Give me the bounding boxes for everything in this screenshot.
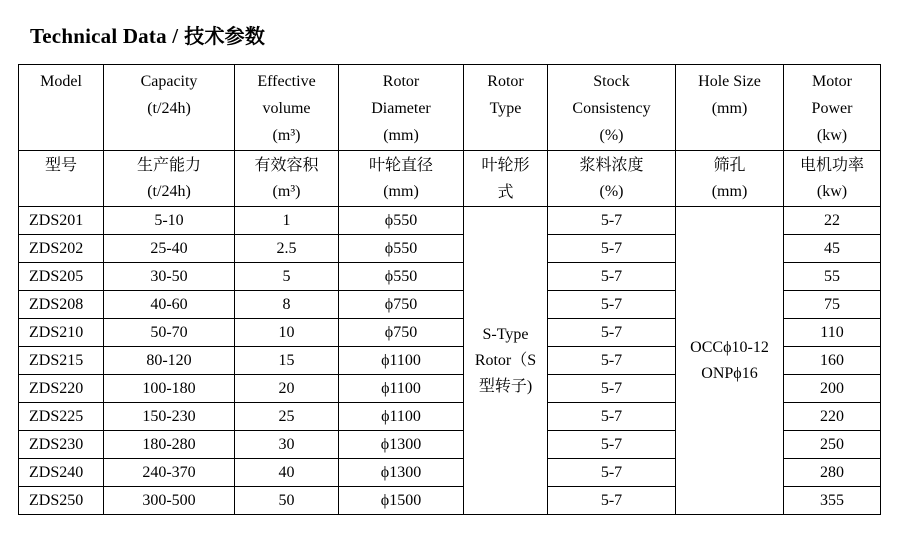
cell-diameter: ϕ1100 — [339, 403, 464, 431]
cell-consistency: 5-7 — [548, 347, 676, 375]
cell-power: 110 — [784, 319, 881, 347]
cell-rotor-type-line-0: S-Type — [482, 325, 529, 343]
cell-model: ZDS210 — [19, 319, 104, 347]
cell-power: 160 — [784, 347, 881, 375]
cell-volume: 1 — [235, 207, 339, 235]
cell-consistency: 5-7 — [548, 487, 676, 515]
header-en-2-line-2: (m³) — [272, 127, 301, 144]
cell-model: ZDS202 — [19, 235, 104, 263]
cell-volume: 50 — [235, 487, 339, 515]
cell-diameter: ϕ1500 — [339, 487, 464, 515]
header-zh-2-line-0: 有效容积 — [254, 155, 319, 174]
table-row — [19, 207, 881, 235]
cell-volume: 25 — [235, 403, 339, 431]
header-en-4 — [464, 65, 548, 151]
cell-volume: 20 — [235, 375, 339, 403]
cell-power: 75 — [784, 291, 881, 319]
cell-consistency: 5-7 — [548, 291, 676, 319]
header-zh-7-line-0: 电机功率 — [799, 155, 864, 174]
header-en-5-line-2: (%) — [599, 127, 624, 144]
cell-diameter: ϕ750 — [339, 291, 464, 319]
cell-model: ZDS240 — [19, 459, 104, 487]
cell-model: ZDS230 — [19, 431, 104, 459]
header-en-5-line-1: Consistency — [572, 100, 651, 117]
header-en-7-line-2: (kw) — [816, 127, 848, 144]
header-zh-3 — [339, 151, 464, 207]
cell-hole-size-line-0: OCCϕ10-12 — [690, 338, 769, 356]
cell-volume: 15 — [235, 347, 339, 375]
cell-capacity: 300-500 — [104, 487, 235, 515]
cell-volume: 30 — [235, 431, 339, 459]
cell-consistency: 5-7 — [548, 403, 676, 431]
cell-power: 200 — [784, 375, 881, 403]
cell-consistency: 5-7 — [548, 375, 676, 403]
cell-volume: 8 — [235, 291, 339, 319]
cell-volume: 10 — [235, 319, 339, 347]
header-en-0-line-0: Model — [40, 73, 82, 90]
cell-consistency: 5-7 — [548, 207, 676, 235]
header-en-6-line-1: (mm) — [711, 100, 748, 117]
header-en-5-line-0: Stock — [593, 73, 630, 90]
cell-volume: 2.5 — [235, 235, 339, 263]
cell-capacity: 25-40 — [104, 235, 235, 263]
cell-diameter: ϕ1100 — [339, 375, 464, 403]
header-row-en — [19, 65, 881, 151]
header-zh-5 — [548, 151, 676, 207]
cell-consistency: 5-7 — [548, 319, 676, 347]
header-en-2 — [235, 65, 339, 151]
cell-model: ZDS250 — [19, 487, 104, 515]
cell-power: 55 — [784, 263, 881, 291]
cell-capacity: 100-180 — [104, 375, 235, 403]
header-zh-7 — [784, 151, 881, 207]
header-en-2-line-0: Effective — [257, 73, 316, 90]
cell-rotor-type-line-2: 型转子) — [478, 377, 533, 395]
header-en-6-line-0: Hole Size — [698, 73, 761, 90]
cell-rotor-type — [464, 207, 548, 515]
header-en-1-line-1: (t/24h) — [147, 100, 191, 117]
header-zh-5-line-0: 浆料浓度 — [579, 155, 644, 174]
header-en-7 — [784, 65, 881, 151]
cell-diameter: ϕ550 — [339, 263, 464, 291]
technical-data-table — [18, 64, 881, 515]
cell-capacity: 180-280 — [104, 431, 235, 459]
cell-model: ZDS208 — [19, 291, 104, 319]
cell-capacity: 150-230 — [104, 403, 235, 431]
header-en-2-line-1: volume — [262, 100, 311, 117]
header-zh-1-line-0: 生产能力 — [136, 155, 201, 174]
header-en-3 — [339, 65, 464, 151]
header-zh-0 — [19, 151, 104, 207]
header-zh-6-line-0: 筛孔 — [713, 155, 746, 174]
cell-diameter: ϕ750 — [339, 319, 464, 347]
cell-model: ZDS220 — [19, 375, 104, 403]
cell-consistency: 5-7 — [548, 263, 676, 291]
cell-hole-size-line-1: ONPϕ16 — [701, 364, 758, 382]
header-en-3-line-2: (mm) — [383, 127, 419, 144]
cell-hole-size — [676, 207, 784, 515]
cell-volume: 5 — [235, 263, 339, 291]
header-en-1-line-0: Capacity — [140, 73, 198, 90]
header-en-4-line-0: Rotor — [487, 73, 524, 90]
cell-capacity: 50-70 — [104, 319, 235, 347]
header-zh-0-line-0: 型号 — [44, 155, 77, 174]
header-zh-4 — [464, 151, 548, 207]
header-zh-2 — [235, 151, 339, 207]
header-zh-4-line-1: 式 — [497, 182, 514, 201]
cell-diameter: ϕ1300 — [339, 431, 464, 459]
cell-model: ZDS205 — [19, 263, 104, 291]
cell-power: 220 — [784, 403, 881, 431]
cell-capacity: 5-10 — [104, 207, 235, 235]
cell-model: ZDS225 — [19, 403, 104, 431]
header-zh-6 — [676, 151, 784, 207]
cell-diameter: ϕ1100 — [339, 347, 464, 375]
header-zh-4-line-0: 叶轮形 — [481, 155, 530, 174]
header-en-1 — [104, 65, 235, 151]
cell-diameter: ϕ1300 — [339, 459, 464, 487]
cell-consistency: 5-7 — [548, 431, 676, 459]
cell-power: 250 — [784, 431, 881, 459]
cell-power: 280 — [784, 459, 881, 487]
cell-power: 355 — [784, 487, 881, 515]
cell-diameter: ϕ550 — [339, 235, 464, 263]
cell-model: ZDS215 — [19, 347, 104, 375]
header-zh-6-line-1: (mm) — [711, 183, 748, 200]
header-en-5 — [548, 65, 676, 151]
header-zh-2-line-1: (m³) — [272, 183, 301, 200]
cell-capacity: 240-370 — [104, 459, 235, 487]
header-en-3-line-1: Diameter — [371, 100, 431, 117]
cell-model: ZDS201 — [19, 207, 104, 235]
title-en: Technical Data / — [30, 24, 179, 48]
header-zh-5-line-1: (%) — [599, 183, 624, 200]
cell-consistency: 5-7 — [548, 459, 676, 487]
cell-volume: 40 — [235, 459, 339, 487]
header-row-zh — [19, 151, 881, 207]
cell-capacity: 40-60 — [104, 291, 235, 319]
header-zh-3-line-0: 叶轮直径 — [368, 155, 433, 174]
cell-capacity: 30-50 — [104, 263, 235, 291]
header-en-3-line-0: Rotor — [382, 73, 420, 90]
header-zh-1 — [104, 151, 235, 207]
header-zh-1-line-1: (t/24h) — [147, 183, 191, 200]
title-zh: 技术参数 — [184, 24, 266, 48]
header-en-7-line-1: Power — [811, 100, 853, 117]
cell-power: 22 — [784, 207, 881, 235]
cell-consistency: 5-7 — [548, 235, 676, 263]
header-en-6 — [676, 65, 784, 151]
header-en-4-line-1: Type — [489, 100, 522, 117]
cell-capacity: 80-120 — [104, 347, 235, 375]
header-zh-7-line-1: (kw) — [816, 183, 848, 200]
header-en-0 — [19, 65, 104, 151]
cell-diameter: ϕ550 — [339, 207, 464, 235]
cell-rotor-type-line-1: Rotor（S — [474, 351, 537, 369]
cell-power: 45 — [784, 235, 881, 263]
header-en-7-line-0: Motor — [812, 73, 852, 90]
header-zh-3-line-1: (mm) — [383, 183, 419, 200]
page-title — [30, 20, 265, 49]
